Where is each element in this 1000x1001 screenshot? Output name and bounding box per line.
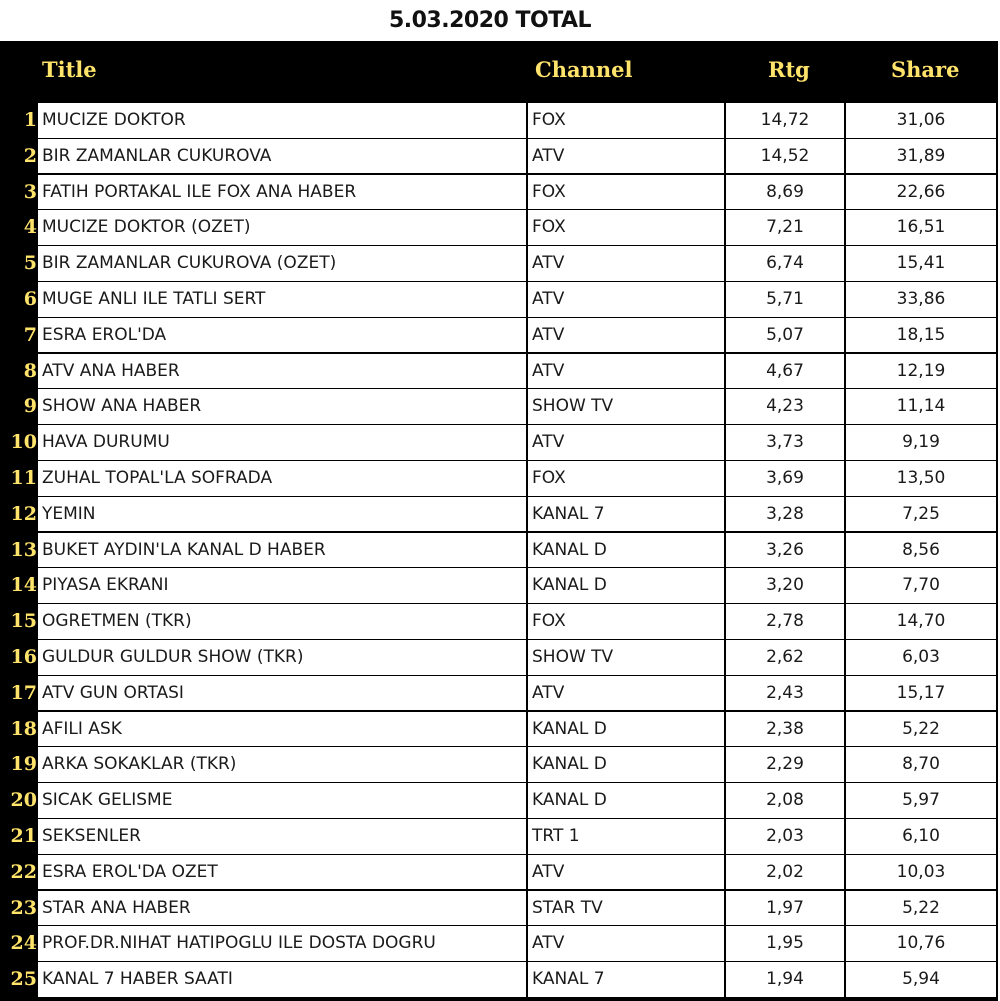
rtg-cell: 3,20 [726, 568, 844, 603]
channel-cell: FOX [528, 103, 724, 138]
table-row [0, 497, 998, 533]
rank-cell: 23 [10, 896, 37, 919]
title-cell: BIR ZAMANLAR CUKUROVA [38, 139, 526, 174]
rtg-cell: 5,07 [726, 318, 844, 353]
table-row [0, 389, 998, 425]
title-cell: BIR ZAMANLAR CUKUROVA (OZET) [38, 246, 526, 281]
share-cell: 18,15 [846, 318, 996, 353]
rtg-cell: 6,74 [726, 246, 844, 281]
table-row [0, 425, 998, 461]
share-cell: 10,03 [846, 855, 996, 890]
rtg-cell: 2,38 [726, 712, 844, 747]
rtg-cell: 5,71 [726, 282, 844, 317]
table-row [0, 533, 998, 569]
channel-cell: ATV [528, 354, 724, 389]
title-cell: ESRA EROL'DA [38, 318, 526, 353]
channel-cell: ATV [528, 282, 724, 317]
rtg-cell: 4,67 [726, 354, 844, 389]
rtg-cell: 1,94 [726, 962, 844, 997]
rtg-cell: 1,95 [726, 926, 844, 961]
channel-cell: KANAL D [528, 783, 724, 818]
rtg-cell: 3,73 [726, 425, 844, 460]
rank-cell: 20 [10, 789, 37, 812]
rank-cell: 13 [10, 538, 37, 561]
table-row [0, 819, 998, 855]
rank-cell: 11 [10, 467, 37, 489]
channel-cell: ATV [528, 425, 724, 460]
channel-cell: SHOW TV [528, 640, 724, 675]
title-cell: MUCIZE DOKTOR (OZET) [38, 210, 526, 245]
rank-cell: 10 [10, 431, 37, 454]
rtg-cell: 3,26 [726, 533, 844, 568]
share-cell: 22,66 [846, 175, 996, 210]
header-rtg: Rtg [768, 57, 810, 82]
rank-cell: 1 [23, 109, 37, 131]
title-cell: AFILI ASK [38, 712, 526, 747]
rtg-cell: 3,69 [726, 461, 844, 496]
title-cell: KANAL 7 HABER SAATI [38, 962, 526, 997]
rtg-cell: 2,62 [726, 640, 844, 675]
table-row [0, 891, 998, 927]
title-cell: ATV GUN ORTASI [38, 676, 526, 711]
table-body [0, 103, 998, 1001]
share-cell: 33,86 [846, 282, 996, 317]
table-row [0, 246, 998, 282]
title-cell: SEKSENLER [38, 819, 526, 854]
rank-cell: 12 [10, 502, 37, 525]
rtg-cell: 14,72 [726, 103, 844, 138]
share-cell: 5,97 [846, 783, 996, 818]
share-cell: 31,89 [846, 139, 996, 174]
rank-cell: 7 [23, 323, 37, 346]
share-cell: 8,70 [846, 747, 996, 782]
rank-cell: 16 [10, 646, 37, 668]
header-share: Share [891, 57, 960, 82]
share-cell: 5,94 [846, 962, 996, 997]
rtg-cell: 8,69 [726, 175, 844, 210]
rank-cell: 3 [23, 180, 37, 203]
title-cell: SICAK GELISME [38, 783, 526, 818]
channel-cell: FOX [528, 461, 724, 496]
rank-cell: 15 [10, 610, 37, 633]
share-cell: 6,03 [846, 640, 996, 675]
channel-cell: KANAL D [528, 533, 724, 568]
rank-cell: 6 [23, 288, 37, 310]
channel-cell: TRT 1 [528, 819, 724, 854]
share-cell: 7,25 [846, 497, 996, 532]
rtg-cell: 2,08 [726, 783, 844, 818]
channel-cell: FOX [528, 175, 724, 210]
title-cell: ARKA SOKAKLAR (TKR) [38, 747, 526, 782]
share-cell: 6,10 [846, 819, 996, 854]
rtg-cell: 2,29 [726, 747, 844, 782]
channel-cell: ATV [528, 246, 724, 281]
share-cell: 14,70 [846, 604, 996, 639]
channel-cell: ATV [528, 139, 724, 174]
share-cell: 10,76 [846, 926, 996, 961]
table-row [0, 747, 998, 783]
share-cell: 8,56 [846, 533, 996, 568]
title-cell: YEMIN [38, 497, 526, 532]
table-row [0, 926, 998, 962]
channel-cell: ATV [528, 676, 724, 711]
table-row [0, 783, 998, 819]
rank-cell: 14 [10, 574, 37, 597]
title-cell: HAVA DURUMU [38, 425, 526, 460]
table-row [0, 712, 998, 748]
title-cell: MUGE ANLI ILE TATLI SERT [38, 282, 526, 317]
rank-cell: 21 [10, 825, 37, 847]
share-cell: 15,41 [846, 246, 996, 281]
share-cell: 5,22 [846, 712, 996, 747]
table-row [0, 962, 998, 998]
channel-cell: ATV [528, 926, 724, 961]
share-cell: 9,19 [846, 425, 996, 460]
share-cell: 15,17 [846, 676, 996, 711]
rtg-cell: 2,78 [726, 604, 844, 639]
table-row [0, 103, 998, 139]
title-cell: MUCIZE DOKTOR [38, 103, 526, 138]
channel-cell: KANAL D [528, 568, 724, 603]
rank-cell: 17 [10, 681, 37, 704]
title-cell: OGRETMEN (TKR) [38, 604, 526, 639]
table-row [0, 139, 998, 175]
share-cell: 5,22 [846, 891, 996, 926]
title-cell: ZUHAL TOPAL'LA SOFRADA [38, 461, 526, 496]
rtg-cell: 7,21 [726, 210, 844, 245]
share-cell: 7,70 [846, 568, 996, 603]
table-row [0, 461, 998, 497]
table-row [0, 210, 998, 246]
ratings-table [0, 41, 998, 1001]
rtg-cell: 3,28 [726, 497, 844, 532]
title-cell: ESRA EROL'DA OZET [38, 855, 526, 890]
table-row [0, 855, 998, 891]
channel-cell: KANAL D [528, 747, 724, 782]
channel-cell: FOX [528, 210, 724, 245]
share-cell: 11,14 [846, 389, 996, 424]
header-channel: Channel [535, 57, 633, 82]
page-title: 5.03.2020 TOTAL [388, 8, 592, 33]
title-cell: FATIH PORTAKAL ILE FOX ANA HABER [38, 175, 526, 210]
table-row [0, 568, 998, 604]
channel-cell: ATV [528, 318, 724, 353]
header-title: Title [42, 57, 97, 82]
rtg-cell: 4,23 [726, 389, 844, 424]
rank-cell: 2 [23, 144, 37, 167]
channel-cell: KANAL D [528, 712, 724, 747]
channel-cell: STAR TV [528, 891, 724, 926]
channel-cell: KANAL 7 [528, 497, 724, 532]
rank-cell: 19 [10, 753, 37, 776]
rtg-cell: 2,43 [726, 676, 844, 711]
rank-cell: 24 [10, 932, 37, 955]
channel-cell: ATV [528, 855, 724, 890]
title-cell: PROF.DR.NIHAT HATIPOGLU ILE DOSTA DOGRU [38, 926, 526, 961]
share-cell: 12,19 [846, 354, 996, 389]
channel-cell: KANAL 7 [528, 962, 724, 997]
channel-cell: SHOW TV [528, 389, 724, 424]
table-header [0, 41, 998, 103]
rank-cell: 9 [23, 395, 37, 418]
table-row [0, 282, 998, 318]
share-cell: 31,06 [846, 103, 996, 138]
channel-cell: FOX [528, 604, 724, 639]
title-cell: PIYASA EKRANI [38, 568, 526, 603]
table-row [0, 676, 998, 712]
rank-cell: 8 [23, 359, 37, 382]
table-row [0, 640, 998, 676]
table-row [0, 354, 998, 390]
rank-cell: 5 [23, 252, 37, 275]
rank-cell: 25 [10, 968, 37, 991]
table-row [0, 175, 998, 211]
title-cell: STAR ANA HABER [38, 891, 526, 926]
share-cell: 16,51 [846, 210, 996, 245]
title-cell: BUKET AYDIN'LA KANAL D HABER [38, 533, 526, 568]
table-row [0, 604, 998, 640]
rank-cell: 22 [10, 860, 37, 883]
rtg-cell: 2,02 [726, 855, 844, 890]
table-row [0, 318, 998, 354]
rank-cell: 18 [10, 717, 37, 740]
title-cell: GULDUR GULDUR SHOW (TKR) [38, 640, 526, 675]
title-cell: SHOW ANA HABER [38, 389, 526, 424]
rtg-cell: 1,97 [726, 891, 844, 926]
rank-cell: 4 [23, 216, 37, 239]
title-cell: ATV ANA HABER [38, 354, 526, 389]
share-cell: 13,50 [846, 461, 996, 496]
rtg-cell: 2,03 [726, 819, 844, 854]
rtg-cell: 14,52 [726, 139, 844, 174]
